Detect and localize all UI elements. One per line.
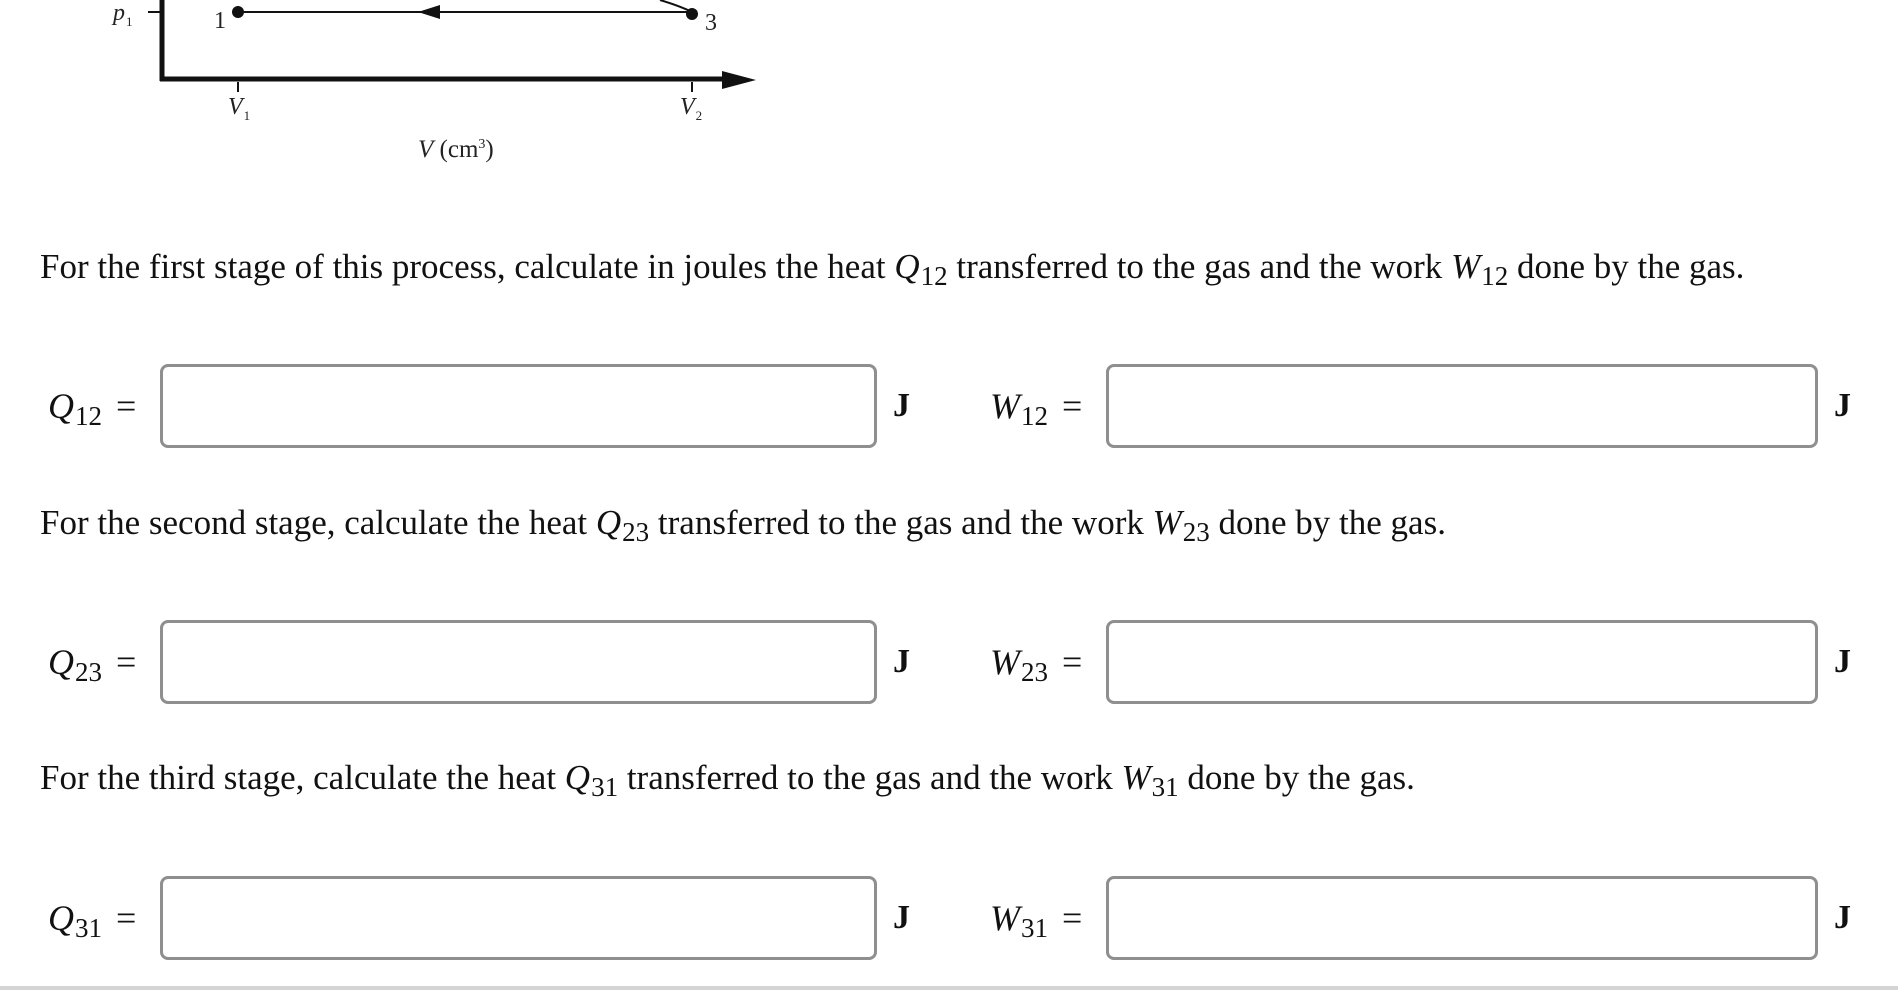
point-1-label: 1: [214, 8, 226, 34]
q12-symbol: $Q_{12}$: [894, 247, 948, 291]
stage-1-prompt: For the first stage of this process, calculate in joules the heat $Q_{12}$ transferred to the gas and the work $W_{12}$ done by the gas.: [40, 247, 1745, 291]
w23-unit: J: [1834, 643, 1851, 680]
q12-label: Q12 =: [48, 386, 137, 431]
pv-diagram: [0, 0, 800, 180]
q12-input[interactable]: [160, 364, 877, 448]
x-axis-label: V $(cm^3)$: [418, 136, 494, 163]
stage-2-prompt: For the second stage, calculate the heat $Q_{23}$ transferred to the gas and the work $W_{23}$ done by the gas.: [40, 503, 1446, 547]
p1-label: $p_1$: [113, 0, 133, 29]
v1-label: $V_1$: [228, 94, 251, 123]
w31-unit: J: [1834, 899, 1851, 936]
stage-3-answer-row: [0, 876, 1898, 966]
q31-label: Q31 =: [48, 898, 137, 943]
state-point-1: [232, 6, 244, 18]
stage-1-answer-row: [0, 364, 1898, 454]
q12-unit: J: [893, 387, 910, 424]
w23-input[interactable]: [1106, 620, 1818, 704]
w12-unit: J: [1834, 387, 1851, 424]
q23-symbol: $Q_{23}$: [595, 503, 650, 547]
process-direction-arrow: [418, 5, 440, 19]
w23-label: W23 =: [990, 642, 1083, 687]
q23-unit: J: [893, 643, 910, 680]
w23-symbol: $W_{23}$: [1152, 503, 1210, 547]
w12-symbol: $W_{12}$: [1451, 247, 1509, 291]
w31-label: W31 =: [990, 898, 1083, 943]
point-3-label: 3: [705, 10, 717, 36]
w12-input[interactable]: [1106, 364, 1818, 448]
w31-input[interactable]: [1106, 876, 1818, 960]
x-axis-arrowhead: [722, 71, 756, 89]
w12-label: W12 =: [990, 386, 1083, 431]
stage-3-prompt: For the third stage, calculate the heat $Q_{31}$ transferred to the gas and the work $W_{31}$ done by the gas.: [40, 758, 1415, 802]
w31-symbol: $W_{31}$: [1121, 758, 1179, 802]
q31-symbol: $Q_{31}$: [564, 758, 619, 802]
v2-label: $V_2$: [680, 94, 703, 123]
process-curve-to-3: [660, 0, 692, 12]
q31-unit: J: [893, 899, 910, 936]
stage-2-answer-row: [0, 620, 1898, 710]
state-point-3: [686, 8, 698, 20]
bottom-divider: [0, 986, 1898, 990]
q23-input[interactable]: [160, 620, 877, 704]
q31-input[interactable]: [160, 876, 877, 960]
q23-label: Q23 =: [48, 642, 137, 687]
